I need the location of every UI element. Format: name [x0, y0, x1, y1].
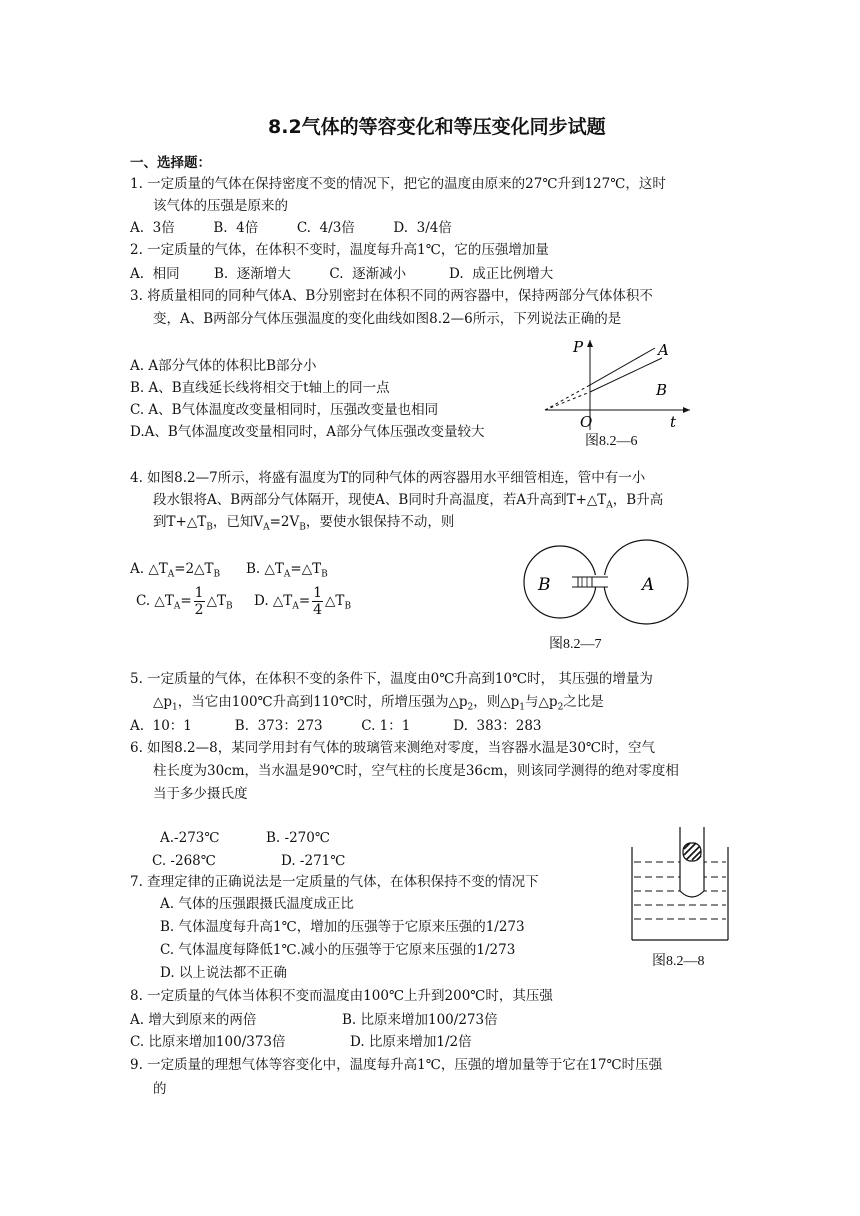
q5-line1: 5. 一定质量的气体，在体积不变的条件下，温度由0℃升高到10℃时， 其压强的增量为 [130, 671, 653, 687]
q3-option-d: D.A、B气体温度改变量相同时，A部分气体压强改变量较大 [130, 424, 485, 440]
fig6-line-b-label: B [656, 381, 668, 399]
q7-option-b: B. 气体温度每升高1℃，增加的压强等于它原来压强的1/273 [160, 919, 525, 935]
q1-line2: 该气体的压强是原来的 [153, 198, 288, 214]
q9-line1: 9. 一定质量的理想气体等容变化中，温度每升高1℃，压强的增加量等于它在17℃时压强 [130, 1057, 663, 1073]
q4-line3: 到$T+\triangle T_B$，已知$V_A=2V_B$，要使水银保持不动，则 [153, 514, 455, 533]
q6-option-b: B. -270℃ [266, 830, 330, 846]
figure-8-2-8 [630, 827, 730, 942]
fig7-label-a: A [642, 575, 655, 595]
q8-option-b: B. 比原来增加100/273倍 [342, 1012, 498, 1028]
fig7-caption: 图8.2—7 [549, 637, 602, 652]
q3-option-a: A. A部分气体的体积比B部分小 [130, 358, 317, 374]
q3-line2: 变，A、B两部分气体压强温度的变化曲线如图8.2—6所示，下列说法正确的是 [153, 311, 622, 327]
q8-option-a: A. 增大到原来的两倍 [130, 1012, 257, 1028]
fig6-line-a-label: A [658, 341, 669, 359]
fig6-origin-label: O [580, 413, 593, 431]
q9-line2: 的 [153, 1081, 167, 1097]
q1-options: A. 3倍 B. 4倍 C. 4/3倍 D. 3/4倍 [130, 220, 452, 236]
q8-option-d: D. 比原来增加1/2倍 [350, 1034, 472, 1050]
q7-line1: 7. 查理定律的正确说法是一定质量的气体，在体积保持不变的情况下 [130, 874, 539, 890]
q6-option-c: C. -268℃ [152, 853, 216, 869]
q5-line2: $\triangle p_1$，当它由100℃升高到110℃时，所增压强为$\triangle p_2$，则$\triangle p_1$与$\triangle p_2$之比是 [153, 694, 604, 713]
q4-line2: 段水银将A、B两部分气体隔开，现使A、B同时升高温度，若A升高到$T+\triangle T_A$，B升高 [153, 492, 664, 511]
q3-line1: 3. 将质量相同的同种气体A、B分别密封在体积不同的两容器中，保持两部分气体体积不 [130, 288, 653, 304]
q8-line1: 8. 一定质量的气体当体积不变而温度由100℃上升到200℃时，其压强 [130, 988, 553, 1004]
q1-line1: 1. 一定质量的气体在保持密度不变的情况下，把它的温度由原来的27℃升到127℃，这时 [130, 176, 666, 192]
fig8-caption: 图8.2—8 [652, 954, 705, 969]
q2-options: A. 相同 B. 逐渐增大 C. 逐渐减小 D. 成正比例增大 [130, 266, 554, 282]
fig6-axis-p: P [573, 338, 584, 356]
q3-option-c: C. A、B气体温度改变量相同时，压强改变量也相同 [130, 402, 439, 418]
q4-option-d-fraction: $\frac{1}{4}$ [313, 585, 323, 618]
q8-option-c: C. 比原来增加100/373倍 [130, 1034, 286, 1050]
page-title: 8.2气体的等容变化和等压变化同步试题 [268, 116, 606, 138]
q6-option-d: D. -271℃ [281, 853, 346, 869]
q4-line1: 4. 如图8.2—7所示，将盛有温度为T的同种气体的两容器用水平细管相连，管中有一小 [130, 470, 646, 486]
fig6-caption: 图8.2—6 [585, 434, 638, 449]
q7-option-d: D. 以上说法都不正确 [160, 965, 287, 981]
q4-option-d: D. $\triangle T_A=$ $\frac{1}{4}$ $\triangle T_B$ [254, 585, 352, 618]
q7-option-c: C. 气体温度每降低1℃.减小的压强等于它原来压强的1/273 [160, 942, 516, 958]
q7-option-a: A. 气体的压强跟摄氏温度成正比 [160, 896, 354, 912]
section-heading: 一、选择题： [130, 155, 211, 171]
q5-options: A. 10：1 B. 373：273 C. 1：1 D. 383：283 [130, 718, 542, 734]
q2-line1: 2. 一定质量的气体，在体积不变时，温度每升高1℃，它的压强增加量 [130, 242, 549, 258]
fig6-axis-t: t [670, 413, 677, 431]
figure-8-2-7 [518, 540, 693, 625]
q4-option-c-fraction: $\frac{1}{2}$ [194, 585, 204, 618]
q6-option-a: A.-273℃ [160, 830, 220, 846]
fig7-label-b: B [538, 575, 551, 595]
q4-option-b: B. $\triangle T_A=\triangle T_B$ [246, 561, 328, 580]
q4-option-c: C. $\triangle T_A=$ $\frac{1}{2}$ $\triangle T_B$ [136, 585, 233, 618]
q6-line2: 柱长度为30cm，当水温是90℃时，空气柱的长度是36cm，则该同学测得的绝对零度相 [153, 763, 679, 779]
q6-line3: 当于多少摄氏度 [153, 786, 248, 802]
q3-option-b: B. A、B直线延长线将相交于t轴上的同一点 [130, 380, 390, 396]
q6-line1: 6. 如图8.2—8，某同学用封有气体的玻璃管来测绝对零度，当容器水温是30℃时，空气 [130, 740, 656, 756]
figure-8-2-6 [540, 335, 700, 435]
q4-option-a: A. $\triangle T_A=2\triangle T_B$ [130, 561, 221, 580]
